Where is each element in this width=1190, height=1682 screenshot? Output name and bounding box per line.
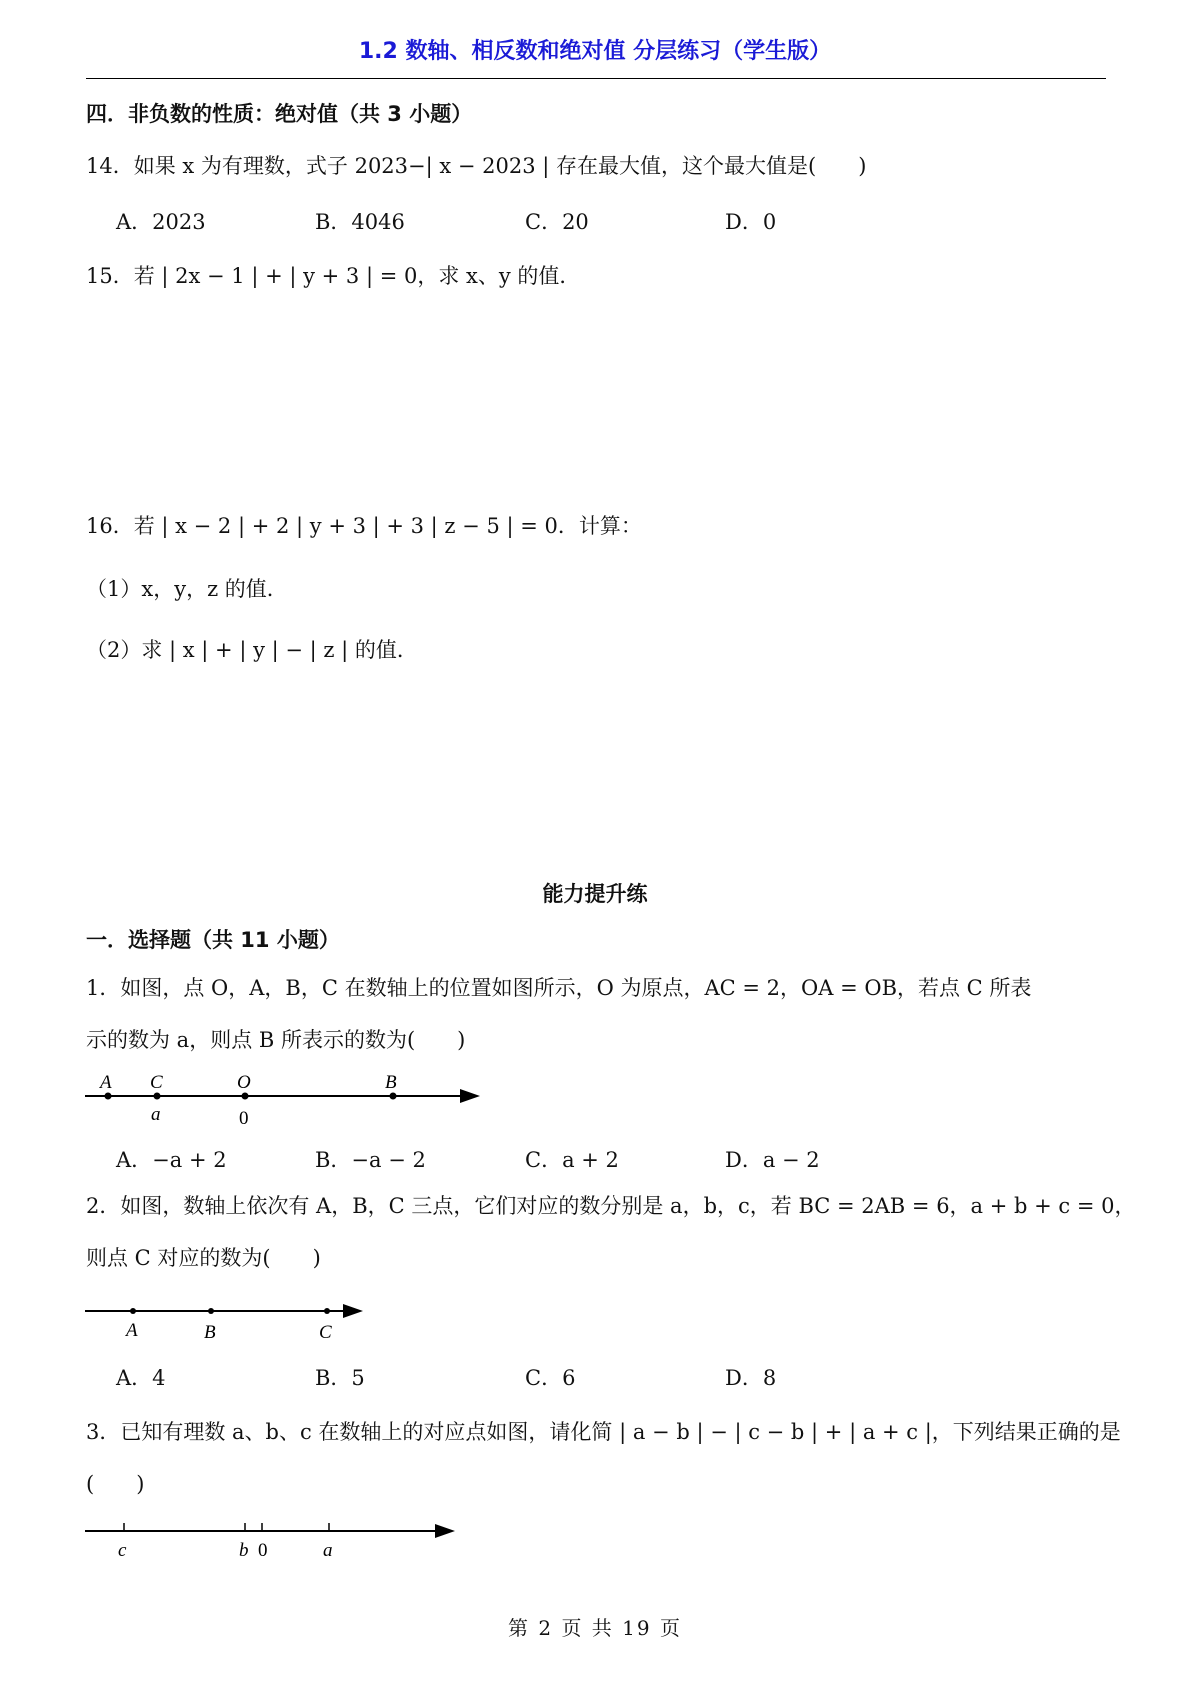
question-14-text: 14．如果 x 为有理数，式子 2023−| x − 2023 | 存在最大值，这个最大值是( ) [86,154,867,178]
label-b: b [239,1540,249,1561]
question-16-text: 16．若 | x − 2 | + 2 | y + 3 | + 3 | z − 5 | = 0．计算： [86,514,642,538]
question-14-option-a: A．2023 [116,210,206,234]
point-b-dot [208,1308,214,1314]
problem-1-option-c: C．a + 2 [525,1148,619,1172]
label-a: A [126,1320,138,1341]
question-16-part-2: （2）求 | x | + | y | − | z | 的值． [86,638,418,662]
label-c: c [118,1540,127,1561]
problem-1-line-1: 1．如图，点 O，A，B，C 在数轴上的位置如图所示，O 为原点，AC = 2，OA = OB，若点 C 所表 [86,976,1032,1000]
problem-3-number-line [80,1516,470,1568]
document-header-title: 1.2 数轴、相反数和绝对值 分层练习（学生版） [358,39,832,64]
ability-section-title: 能力提升练 [542,882,648,906]
label-value-a: a [151,1104,161,1125]
point-o-dot [242,1093,249,1100]
problem-2-option-c: C．6 [525,1366,576,1390]
point-b-dot [390,1093,397,1100]
problem-2-option-b: B．5 [315,1366,365,1390]
label-a: A [100,1072,112,1093]
problem-1-option-a: A．−a + 2 [116,1148,227,1172]
section-4-title: 四．非负数的性质：绝对值（共 3 小题） [86,102,473,126]
label-a: a [323,1540,333,1561]
point-c-dot [154,1093,161,1100]
problem-2-line-1: 2．如图，数轴上依次有 A，B，C 三点，它们对应的数分别是 a，b，c，若 BC = 2AB = 6，a + b + c = 0， [86,1194,1136,1218]
page-footer: 第 2 页 共 19 页 [508,1616,682,1640]
problem-3-line-1: 3．已知有理数 a、b、c 在数轴上的对应点如图，请化简 | a − b | − | c − b | + | a + c |，下列结果正确的是 [86,1420,1121,1444]
problem-2-line-2: 则点 C 对应的数为( ) [86,1246,321,1270]
label-zero: 0 [258,1540,268,1561]
question-14-option-c: C．20 [525,210,589,234]
label-zero: 0 [239,1108,249,1129]
problem-3-line-2: ( ) [86,1472,145,1496]
point-a-dot [130,1308,136,1314]
problem-1-option-b: B．−a − 2 [315,1148,426,1172]
question-16-part-1: （1）x，y，z 的值． [86,577,288,601]
label-o: O [237,1072,251,1093]
problem-1-line-2: 示的数为 a，则点 B 所表示的数为( ) [86,1028,466,1052]
label-c: C [319,1322,332,1343]
label-b: B [204,1322,216,1343]
problem-2-option-a: A．4 [116,1366,166,1390]
point-c-dot [324,1308,330,1314]
problem-2-number-line [80,1298,380,1350]
problem-2-option-d: D．8 [725,1366,777,1390]
question-14-option-d: D．0 [725,210,777,234]
point-a-dot [105,1093,112,1100]
question-14-option-b: B．4046 [315,210,405,234]
label-b: B [385,1072,397,1093]
header-rule [86,78,1106,79]
problem-1-option-d: D．a − 2 [725,1148,820,1172]
label-c: C [150,1072,163,1093]
section-1-title: 一．选择题（共 11 小题） [86,928,340,952]
problem-1-number-line [80,1068,500,1130]
question-15-text: 15．若 | 2x − 1 | + | y + 3 | = 0，求 x、y 的值． [86,264,581,288]
